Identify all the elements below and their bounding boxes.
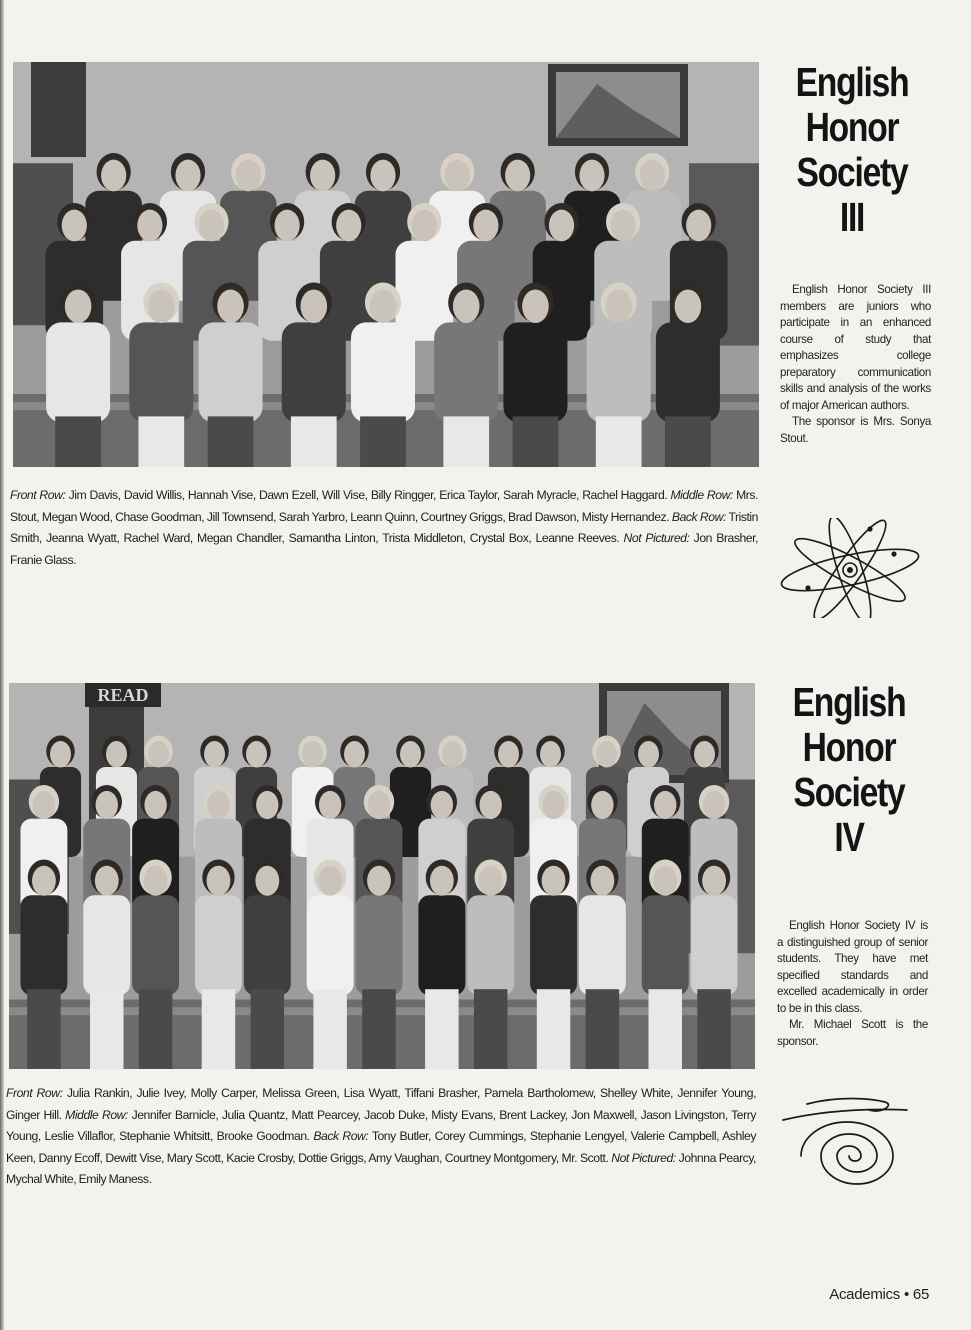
group-photo-ehs-iv [9, 683, 755, 1069]
description-paragraph: English Honor Society III members are juniors who participate in an enhanced course of study that emphasizes college preparatory communication skills and analysis of the works of major American authors. [780, 283, 931, 412]
caption-not-pictured-names: Jon Brasher, Franie Glass. [10, 531, 758, 567]
caption-front-row-label: Front Row: [10, 488, 66, 502]
page-binding-shadow [0, 0, 4, 1330]
caption-back-row-names: Tristin Smith, Jeanna Wyatt, Rachel Ward, Megan Chandler, Samantha Linton, Trista Middleton, Crystal Box, Leanne Reeves. [10, 509, 759, 545]
title-line: Society [793, 769, 905, 815]
description-paragraph: English Honor Society IV is a distinguished group of senior students. They have met specified standards and excelled academically in order to be in this class. [777, 919, 928, 1015]
caption-not-pictured-names: Johnna Pearcy, Mychal White, Emily Maness. [6, 1150, 756, 1186]
caption-front-row-label: Front Row: [6, 1086, 63, 1100]
title-line: Honor [805, 104, 899, 150]
spiral-ornament-icon [777, 1090, 927, 1190]
footer-section-name: Academics [829, 1286, 900, 1303]
title-line: English [795, 59, 909, 105]
caption-front-row-names: Julia Rankin, Julie Ivey, Molly Carper, Melissa Green, Lisa Wyatt, Tiffani Brasher, Pamela Bartholomew, Shelley White, Jennifer Young, Ginger Hill. [6, 1086, 757, 1122]
caption-not-pictured-label: Not Pictured: [623, 531, 690, 545]
caption-back-row-label: Back Row: [313, 1129, 369, 1143]
title-line: IV [834, 814, 864, 860]
caption-middle-row-label: Middle Row: [670, 488, 733, 502]
caption-middle-row-names: Jennifer Barnicle, Julia Quantz, Matt Pearcey, Jacob Duke, Misty Evans, Brent Lackey, Jon Maxwell, Jason Livingston, Terry Young, Leslie Villaflor, Stephanie Whitsitt, Brooke Goodman. [6, 1107, 756, 1143]
title-line: III [839, 194, 865, 240]
page-number: 65 [912, 1286, 929, 1303]
title-line: English [792, 679, 906, 725]
caption-back-row-names: Tony Butler, Corey Cummings, Stephanie Lengyel, Valerie Campbell, Ashley Keen, Danny Ecoff, Dewitt Vise, Mary Scott, Kacie Crosby, Dottie Griggs, Amy Vaughan, Courtney Montgomery, Mr. Scott. [6, 1129, 757, 1165]
read-sign-text: READ [97, 685, 149, 705]
caption-not-pictured-label: Not Pictured: [611, 1150, 676, 1165]
description-ehs-iv [777, 918, 928, 1050]
footer-bullet: • [903, 1286, 909, 1303]
title-line: Society [796, 149, 908, 195]
title-line: Honor [802, 724, 896, 770]
caption-front-row-names: Jim Davis, David Willis, Hannah Vise, Dawn Ezell, Will Vise, Billy Ringger, Erica Taylor, Sarah Myracle, Rachel Haggard. [68, 488, 668, 502]
description-ehs-iii [780, 282, 931, 447]
sponsor-paragraph: The sponsor is Mrs. Sonya Stout. [780, 415, 931, 445]
atom-ornament-icon [776, 518, 924, 618]
page-footer [829, 1286, 929, 1303]
photo-caption-ehs-iii [10, 485, 758, 571]
caption-back-row-label: Back Row: [671, 509, 726, 524]
photo-caption-ehs-iv [6, 1083, 756, 1191]
caption-middle-row-label: Middle Row: [65, 1107, 128, 1122]
group-photo-ehs-iii [13, 62, 759, 467]
caption-middle-row-names: Mrs. Stout, Megan Wood, Chase Goodman, Jill Townsend, Sarah Yarbro, Leann Quinn, Courtney Griggs, Brad Dawson, Misty Hernandez. [10, 488, 758, 524]
section-title-ehs-iv [785, 680, 913, 860]
section-title-ehs-iii [788, 60, 916, 240]
sponsor-paragraph: Mr. Michael Scott is the sponsor. [777, 1018, 928, 1048]
